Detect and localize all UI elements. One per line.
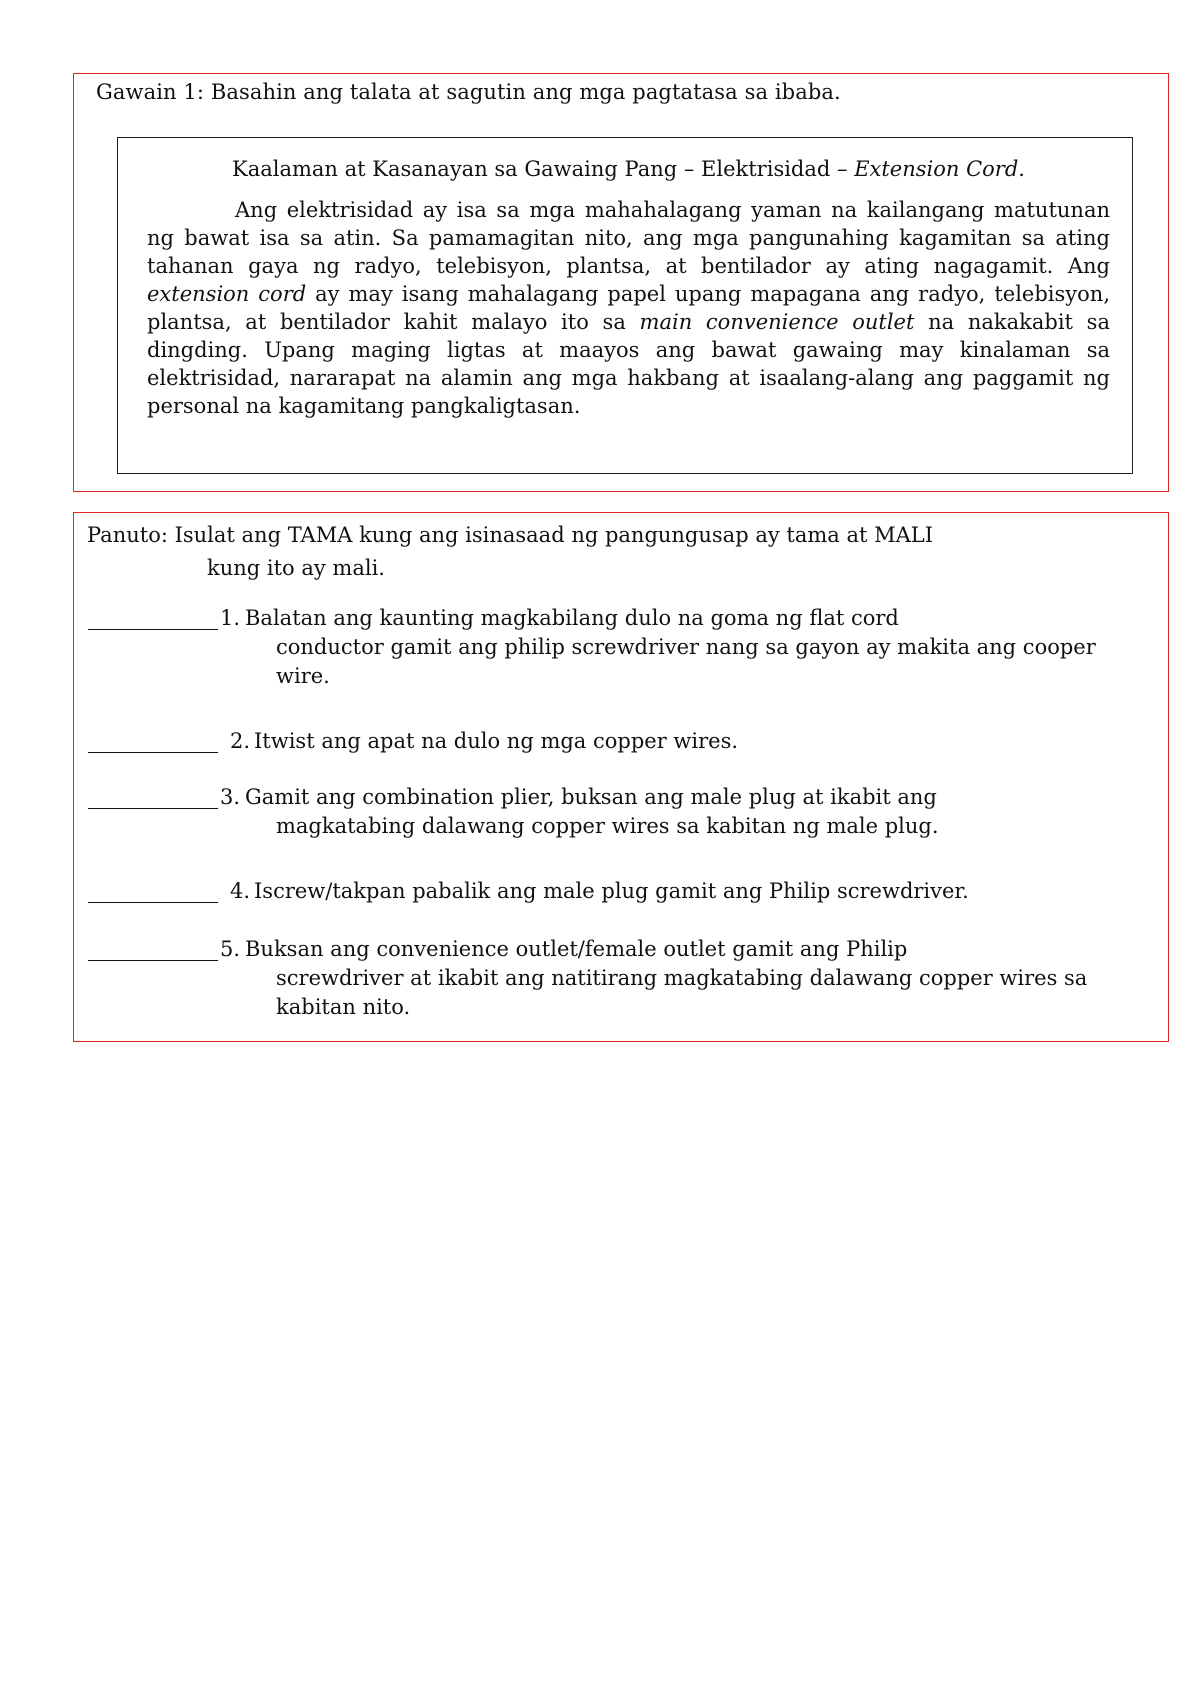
question-text-3-continuation: magkatabing dalawang copper wires sa kabitan ng male plug. (276, 814, 939, 838)
panuto-section (73, 512, 1169, 1042)
question-number-3: 3. (220, 785, 241, 809)
reading-body-italic-2: main convenience outlet (639, 310, 915, 334)
reading-passage-box (117, 137, 1133, 474)
question-text-1-continuation: conductor gamit ang philip screwdriver nang sa gayon ay makita ang cooper wire. (276, 635, 1096, 688)
question-number-4: 4. (230, 879, 251, 903)
answer-blank-5[interactable] (88, 935, 218, 961)
question-number-1: 1. (220, 606, 241, 630)
question-text-2-line-1: Itwist ang apat na dulo ng mga copper wires. (254, 729, 739, 753)
question-text-3-line-1: Gamit ang combination plier, buksan ang male plug at ikabit ang (245, 785, 937, 809)
question-text-1-line-1: Balatan ang kaunting magkabilang dulo na goma ng flat cord (245, 606, 899, 630)
question-text-5-line-1: Buksan ang convenience outlet/female outlet gamit ang Philip (245, 937, 908, 961)
question-text-5-continuation: screwdriver at ikabit ang natitirang magkatabing dalawang copper wires sa kabitan nito. (276, 966, 1088, 1019)
answer-blank-4[interactable] (88, 877, 218, 903)
reading-body-part-3: na nakakabit sa dingding. Upang maging ligtas at maayos ang bawat gawaing may kinalaman sa elektrisidad, nararapat na alamin ang mga hakbang at isaalang-alang ang paggamit ng personal na kagamitang pangkaligtasan. (147, 310, 1110, 418)
reading-body-italic-1: extension cord (147, 282, 307, 306)
panuto-line-1: Panuto: Isulat ang TAMA kung ang isinasaad ng pangungusap ay tama at MALI (87, 523, 933, 547)
question-text-4-line-1: Iscrew/takpan pabalik ang male plug gamit ang Philip screwdriver. (254, 879, 969, 903)
answer-blank-1[interactable] (88, 604, 218, 630)
answer-blank-2[interactable] (88, 727, 218, 753)
reading-title-italic: Extension Cord. (854, 157, 1025, 181)
gawain-title: Gawain 1: Basahin ang talata at sagutin ang mga pagtatasa sa ibaba. (96, 80, 841, 104)
panuto-instructions (87, 519, 1157, 585)
reading-body (147, 196, 1110, 420)
answer-blank-3[interactable] (88, 783, 218, 809)
panuto-line-2: kung ito ay mali. (207, 556, 385, 580)
gawain-section (73, 73, 1169, 492)
reading-body-part-2: ay may isang mahalagang papel upang mapagana ang radyo, telebisyon, plantsa, at bentilador kahit malayo ito sa (147, 282, 1110, 334)
reading-title (147, 154, 1110, 184)
reading-title-main: Kaalaman at Kasanayan sa Gawaing Pang – Elektrisidad – (232, 157, 855, 181)
question-number-2: 2. (230, 729, 251, 753)
reading-body-part-1: Ang elektrisidad ay isa sa mga mahahalagang yaman na kailangang matutunan ng bawat isa sa atin. Sa pamamagitan nito, ang mga pangunahing kagamitan sa ating tahanan gaya ng radyo, telebisyon, plantsa, at bentilador ay ating nagagamit. Ang (147, 198, 1110, 278)
question-number-5: 5. (220, 937, 241, 961)
